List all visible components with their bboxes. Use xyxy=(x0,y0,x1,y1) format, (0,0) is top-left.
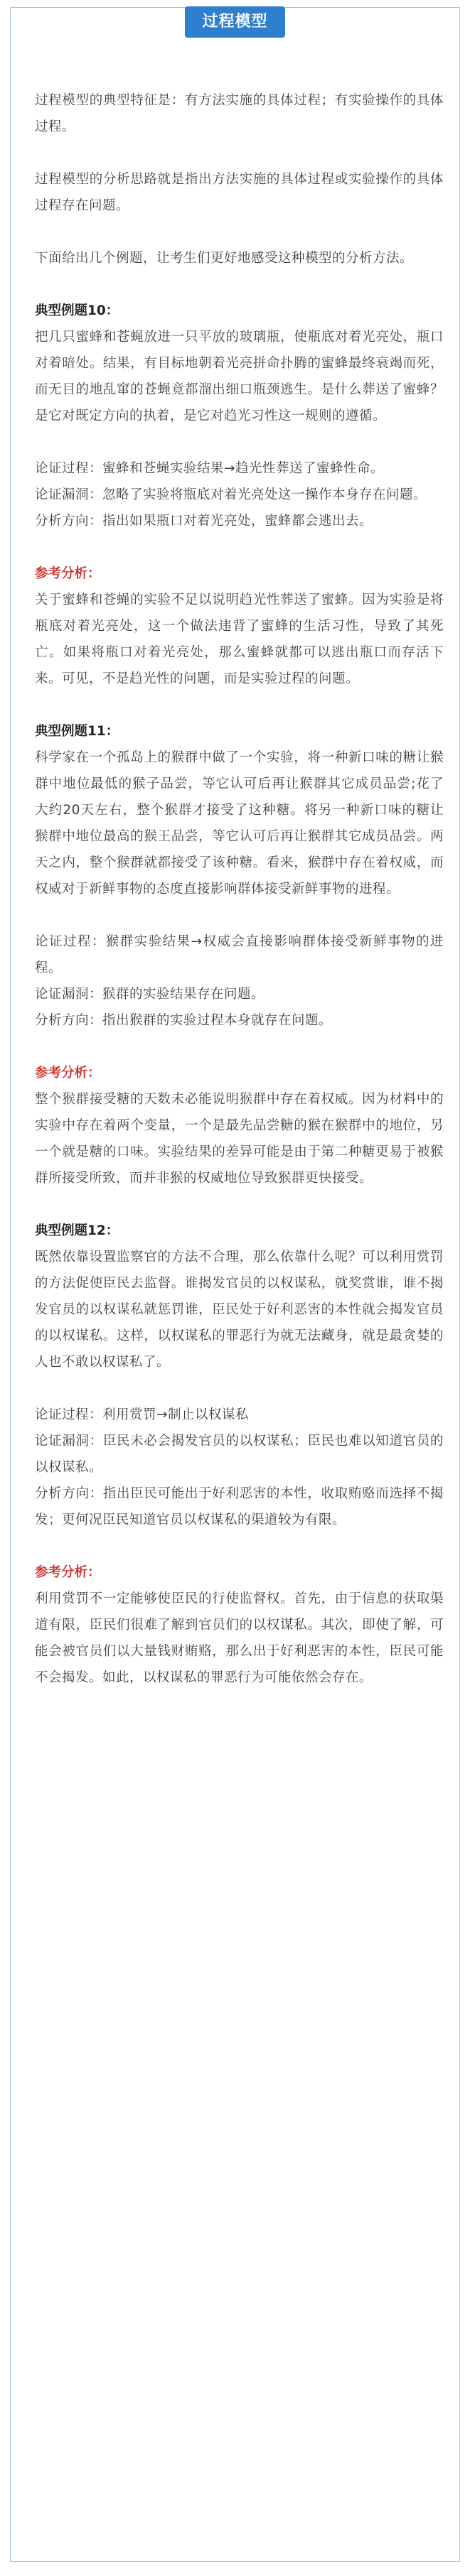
example-body: 既然依靠设置监察官的方法不合理，那么依靠什么呢？可以利用赏罚的方法促使臣民去监督。谁揭发官员的以权谋私，就奖赏谁，谁不揭发官员的以权谋私就惩罚谁，臣民处于好利恶害的本性就会揭发官员的以权谋私。这样，以权谋私的罪恶行为就无法藏身，就是最贪婪的人也不敢以权谋私了。 xyxy=(35,1250,444,1370)
analysis-direction: 分析方向：指出臣民可能出于好利恶害的本性，收取贿赂而选择不揭发；更何况臣民知道官员以权谋私的渠道较为有限。 xyxy=(35,1486,444,1527)
example-body: 把几只蜜蜂和苍蝇放进一只平放的玻璃瓶，使瓶底对着光亮处，瓶口对着暗处。结果，有目标地朝着光亮拼命扑腾的蜜蜂最终衰竭而死，而无目的地乱窜的苍蝇竟都溜出细口瓶颈逃生。是什么葬送了蜜蜂？是它对既定方向的执着，是它对趋光习性这一规则的遵循。 xyxy=(35,330,444,423)
reference-analysis-label: 参考分析： xyxy=(35,566,101,581)
intro-paragraph: 过程模型的分析思路就是指出方法实施的具体过程或实验操作的具体过程存在问题。 xyxy=(35,172,444,213)
analysis-direction: 分析方向：指出猴群的实验过程本身就存在问题。 xyxy=(35,1013,333,1028)
example-body: 科学家在一个孤岛上的猴群中做了一个实验，将一种新口味的糖让猴群中地位最低的猴子品尝，等它认可后再让猴群其它成员品尝;花了大约20天左右，整个猴群才接受了这种糖。将另一种新口味的糖让猴群中地位最高的猴王品尝，等它认可后再让猴群其它成员品尝。两天之内，整个猴群就都接受了该种糖。看来，猴群中存在着权威，而权威对于新鲜事物的态度直接影响群体接受新鲜事物的进程。 xyxy=(35,750,444,897)
article-content xyxy=(35,87,444,1691)
argument-process: 论证过程：蜜蜂和苍蝇实验结果→趋光性葬送了蜜蜂性命。 xyxy=(35,461,385,476)
section-title-badge: 过程模型 xyxy=(185,6,284,38)
reference-analysis-label: 参考分析： xyxy=(35,1066,101,1081)
intro-paragraph: 下面给出几个例题，让考生们更好地感受这种模型的分析方法。 xyxy=(35,251,414,266)
argument-flaw: 论证漏洞：猴群的实验结果存在问题。 xyxy=(35,987,265,1002)
argument-flaw: 论证漏洞：臣民未必会揭发官员的以权谋私；臣民也难以知道官员的以权谋私。 xyxy=(35,1434,444,1475)
reference-analysis-text: 整个猴群接受糖的天数未必能说明猴群中存在着权威。因为材料中的实验中存在着两个变量，一个是最先品尝糖的猴在猴群中的地位，另一个就是糖的口味。实验结果的差异可能是由于第二种糖更易于被猴群所接受所致，而并非猴的权威地位导致猴群更快接受。 xyxy=(35,1092,444,1186)
example-heading: 典型例题10： xyxy=(35,303,119,318)
title-wrap xyxy=(11,6,459,38)
reference-analysis-label: 参考分析： xyxy=(35,1565,101,1580)
argument-process: 论证过程：利用赏罚→制止以权谋私 xyxy=(35,1407,250,1422)
article-card xyxy=(10,7,460,2562)
argument-flaw: 论证漏洞：忽略了实验将瓶底对着光亮处这一操作本身存在问题。 xyxy=(35,487,427,502)
reference-analysis-text: 关于蜜蜂和苍蝇的实验不足以说明趋光性葬送了蜜蜂。因为实验是将瓶底对着光亮处，这一个做法违背了蜜蜂的生活习性，导致了其死亡。如果将瓶口对着光亮处，那么蜜蜂就都可以逃出瓶口而存活下来。可见，不是趋光性的问题，而是实验过程的问题。 xyxy=(35,592,444,686)
analysis-direction: 分析方向：指出如果瓶口对着光亮处，蜜蜂都会逃出去。 xyxy=(35,514,373,529)
argument-process: 论证过程：猴群实验结果→权威会直接影响群体接受新鲜事物的进程。 xyxy=(35,934,444,975)
example-heading: 典型例题11： xyxy=(35,724,119,739)
example-heading: 典型例题12： xyxy=(35,1223,119,1238)
reference-analysis-text: 利用赏罚不一定能够使臣民的行使监督权。首先，由于信息的获取渠道有限，臣民们很难了解到官员们的以权谋私。其次，即使了解，可能会被官员们以大量钱财贿赂，那么出于好利恶害的本性，臣民可能不会揭发。如此，以权谋私的罪恶行为可能依然会存在。 xyxy=(35,1591,444,1685)
intro-paragraph: 过程模型的典型特征是：有方法实施的具体过程；有实验操作的具体过程。 xyxy=(35,93,444,134)
